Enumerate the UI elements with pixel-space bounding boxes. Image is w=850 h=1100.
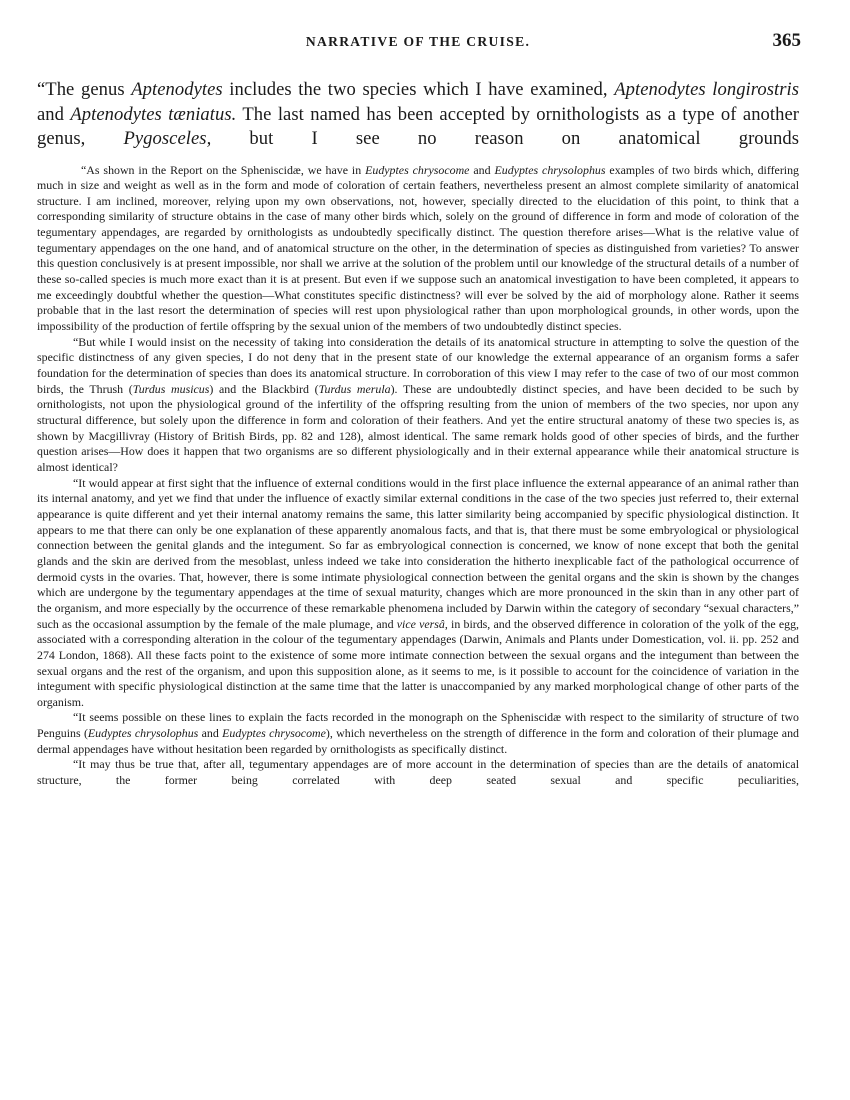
lead-text: includes the two species which I have examined, [222, 79, 615, 100]
lead-text: and [37, 103, 71, 125]
lead-text: but I see no reason on anatomical grounds [211, 128, 799, 149]
body-text [37, 163, 799, 789]
paragraph-text: , in birds, and the observed difference in coloration of the yolk of the egg, associated with a corresponding alteration in the colour of the tegumentary appendages (Darwin, Animals and Plants under Domestication, vol. ii. pp. 252 and 274 London, 1868). All these facts point to the existence of some more intimate connection between the sexual organs and the integument than between the sexual organs and the rest of the organism, and upon this supposition alone, as it seems to me, is it possible to account for the coincidence of variation in the integument with specific physiological distinction at the same time that the latter is unaccompanied by any marked morphological change of other parts of the organism. [37, 616, 800, 709]
paragraph-text: “As shown in the Report on the Spheniscidæ, we have in [81, 162, 366, 177]
paragraph-4 [37, 710, 799, 757]
lead-italic-genus: Aptenodytes [131, 79, 223, 100]
paragraph-text: examples of two birds which, differing much in size and weight as well as in the form and mode of coloration of certain feathers, nevertheless present an almost complete similarity of anatomical structure. I am inclined, moreover, relying upon my own observations, not, however, specially directed to the elucidation of this point, to think that a corresponding similarity of structure obtains in the case of many other birds which, solely on the ground of difference in form and mode of coloration of the tegumentary appendages, are regarded by ornithologists as undoubtedly specifically distinct. The question therefore arises—What is the relative value of tegumentary appendages on the one hand, and of anatomical structure on the other, in the determination of species as distinguished from varieties? To answer this question conclusively is at present impossible, nor shall we arrive at the solution of the problem until our knowledge of the structural details of a number of these so-called species is much more exact than it is at present. But even if we suppose such an anatomical investigation to have been completed, it appears to me exceedingly doubtful whether the question—What constitutes specific distinctness? will ever be solved by the aid of morphology alone. Rather it seems probable that in the last resort the determination of species will rest upon physiological rather than upon morphological grounds, in other words, upon the impossibility of the production of fertile offspring by the sexual union of the members of two undoubtedly distinct species. [37, 162, 799, 334]
paragraph-text: “It seems possible on these lines to explain the facts recorded in the monograph on the Spheniscidæ with respect to the similarity of structure of two Penguins ( [37, 710, 799, 741]
running-head [37, 30, 799, 54]
paragraph-text: ). These are undoubtedly distinct species, and have been decided to be such by ornithologists, not upon the physiological ground of the infertility of the offspring resulting from the union of members of the two species, nor upon any structural difference, but solely upon the difference in form and coloration of their feathers. And yet the entire structural anatomy of these two species is, as shown by Macgillivray (History of British Birds, pp. 82 and 128), almost identical. The same remark holds good of other species of birds, and the further question arises—How does it happen that two organisms are so different physiologically and in their external appearance while their anatomical structure is almost identical? [37, 381, 799, 474]
species-name: Eudyptes chrysolophus [494, 162, 606, 177]
paragraph-3 [37, 476, 799, 711]
page-number: 365 [772, 30, 801, 51]
lead-italic-genus: Pygosceles, [123, 128, 212, 149]
paragraph-1 [37, 163, 799, 335]
paragraph-text: “But while I would insist on the necessity of taking into consideration the details of its anatomical structure in attempting to solve the question of the specific distinctness of any given species, I do not deny that in the present state of our knowledge the external appearance of an organism forms a safer foundation for the determination of species than does its anatomical structure. In corroboration of this view I may refer to the case of two of our most common birds, the Thrush ( [37, 334, 799, 396]
paragraph-text: ) and the Blackbird ( [209, 381, 319, 396]
lead-italic-species: Aptenodytes longirostris [614, 79, 799, 100]
species-name: Eudyptes chrysocome [222, 726, 326, 741]
species-name: Eudyptes chrysocome [365, 162, 470, 177]
species-name: Turdus merula [318, 381, 391, 396]
lead-text: “The genus [37, 79, 132, 100]
paragraph-5 [37, 757, 799, 788]
species-name: Turdus musicus [132, 381, 210, 396]
paragraph-text: “It may thus be true that, after all, tegumentary appendages are of more account in the determination of species than are the details of anatomical structure, the former being correlated with deep seated sexual and specific peculiarities, [37, 757, 799, 788]
paragraph-text: and [198, 726, 223, 741]
lead-text: The last named has been accepted by ornithologists as a type of another genus, [37, 103, 799, 149]
running-title: NARRATIVE OF THE CRUISE. [305, 34, 531, 49]
latin-phrase: vice versâ [396, 616, 445, 631]
paragraph-text: “It would appear at first sight that the influence of external conditions would in the first place influence the external appearance of an animal rather than its internal anatomy, and yet we find that under the influence of exactly similar external conditions in the case of the two species just referred to, their external appearance is quite different and yet their internal anatomy remains the same, this latter similarity being accompanied by specific physiological distinction. It appears to me that there can only be one explanation of these apparently anomalous facts, and that is, that there must be some embryological or physiological connection between the genital glands and the integument. So far as embryological connection is concerned, we know of none except that both the genital glands and the skin are derived from the mesoblast, unless indeed we take into consideration the hitherto inexplicable fact of the pathological occurrence of dermoid cysts in the ovaries. That, however, there is some intimate physiological connection between the genital organs and the skin is shown by the changes which are undergone by the tegumentary appendages at the time of sexual maturity, changes which are more pronounced in the skin than in any other part of the organism, and more especially by the occurrence of these remarkable phenomena included by Darwin within the category of secondary “sexual characters,” such as the occasional assumption by the female of the male plumage, and [37, 475, 799, 631]
lead-italic-species: Aptenodytes tæniatus. [70, 103, 237, 125]
paragraph-text: ), which nevertheless on the strength of difference in the form and coloration of their plumage and dermal appendages have without hesitation been regarded by ornithologists as specifically distinct. [37, 726, 799, 756]
species-name: Eudyptes chrysolophus [87, 726, 199, 741]
paragraph-2 [37, 335, 799, 476]
page [37, 30, 799, 789]
lead-paragraph [37, 78, 799, 152]
paragraph-text: and [469, 162, 495, 177]
